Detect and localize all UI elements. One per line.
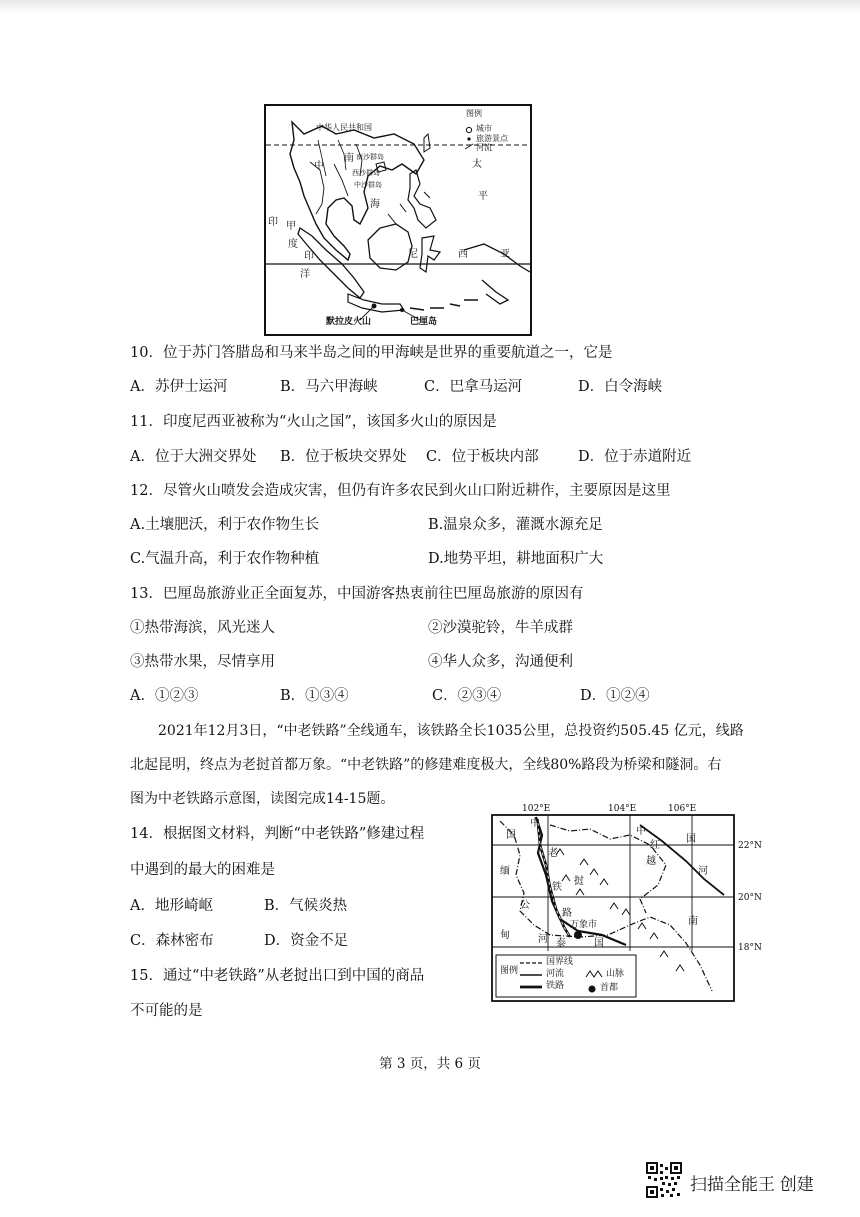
lon-label-104: 104°E	[608, 804, 637, 814]
map-char-guo-1: 国	[506, 830, 516, 841]
question-11-option-c: C．位于板块内部	[426, 449, 539, 465]
map2-legend-mountain: 山脉	[606, 969, 625, 979]
southeast-asia-map	[264, 104, 532, 336]
map2-legend-capital: 首都	[600, 983, 619, 993]
question-10-option-c: C．巴拿马运河	[424, 379, 523, 395]
lon-label-102: 102°E	[522, 804, 551, 814]
pacific-char-2: 平	[478, 191, 488, 202]
legend-river: 河流	[476, 143, 492, 152]
question-13-stem: 13．巴厘岛旅游业正全面复苏，中国游客热衷前往巴厘岛旅游的原因有	[130, 586, 584, 602]
question-12-option-a: A.土壤肥沃，利于农作物生长	[130, 517, 320, 533]
map-char-he-2: 河	[538, 934, 548, 945]
map-char-guo-3: 国	[594, 938, 604, 949]
map-char-gong: 公	[520, 900, 530, 911]
question-13-option-b: B．①③④	[280, 688, 349, 704]
passage-line-2: 北起昆明，终点为老挝首都万象。“中老铁路”的修建难度极大，全线80%路段为桥梁和隧洞。右	[130, 757, 722, 773]
map-char-he-1: 河	[698, 866, 708, 877]
lon-label-106: 106°E	[668, 804, 697, 814]
question-13-item-4: ④华人众多，沟通便利	[428, 654, 573, 670]
question-13-item-3: ③热带水果，尽情享用	[130, 654, 275, 670]
question-13-option-d: D．①②④	[580, 688, 650, 704]
pacific-char-1: 太	[472, 159, 482, 170]
question-12-stem: 12．尽管火山喷发会造成灾害，但仍有许多农民到火山口附近耕作，主要原因是这里	[130, 483, 671, 499]
xisha-label: 西沙群岛	[352, 169, 380, 177]
map-char-dian: 甸	[500, 930, 510, 941]
scanner-watermark-text: 扫描全能王 创建	[690, 1175, 814, 1194]
map2-legend-border: 国界线	[546, 957, 574, 967]
lat-label-18: 18°N	[738, 943, 762, 953]
question-14-option-d: D．资金不足	[264, 933, 349, 949]
zhongsha-label: 中沙群岛	[354, 181, 382, 189]
zhong-char: 中	[314, 161, 324, 172]
map-char-hong: 红	[650, 840, 660, 851]
map2-legend-river: 河流	[546, 969, 565, 979]
yin-char-2: 印	[304, 251, 314, 262]
yang-char: 洋	[300, 269, 310, 280]
question-14-stem-line-2: 中遇到的最大的困难是	[130, 862, 275, 878]
question-15-stem-line-2: 不可能的是	[130, 1003, 203, 1019]
map-char-nan: 南	[688, 916, 698, 927]
lat-label-20: 20°N	[738, 893, 762, 903]
question-14-option-b: B．气候炎热	[264, 898, 348, 914]
question-14-option-a: A．地形崎岖	[130, 898, 213, 914]
map-char-yue: 越	[646, 856, 656, 867]
question-11-option-a: A．位于大洲交界处	[130, 449, 257, 465]
du-char: 度	[288, 239, 298, 250]
map2-legend-title: 图例	[500, 966, 519, 976]
china-laos-railway-map	[490, 805, 774, 1007]
lat-label-22: 22°N	[738, 841, 762, 851]
map-char-mian: 缅	[500, 866, 510, 877]
hai-char: 海	[370, 199, 380, 210]
china-label: 中华人民共和国	[316, 123, 372, 132]
volcano-label: 默拉皮火山	[326, 317, 372, 327]
nan-char: 南	[344, 153, 354, 164]
question-13-item-2: ②沙漠驼铃，牛羊成群	[428, 620, 573, 636]
legend-title: 图例	[466, 109, 482, 118]
question-11-option-b: B．位于板块交界处	[280, 449, 407, 465]
question-15-stem-line-1: 15．通过“中老铁路”从老挝出口到中国的商品	[130, 968, 425, 984]
page-footer: 第 3 页，共 6 页	[379, 1056, 481, 1072]
question-10-stem: 10．位于苏门答腊岛和马来半岛之间的甲海峡是世界的重要航道之一，它是	[130, 345, 613, 361]
question-13-option-a: A．①②③	[130, 688, 199, 704]
map-char-lu: 路	[562, 908, 572, 919]
map-char-guo-2: 国	[686, 834, 696, 845]
jia-char: 甲	[286, 221, 296, 232]
question-14-stem-line-1: 14．根据图文材料，判断“中老铁路”修建过程	[130, 826, 425, 842]
bali-label: 巴厘岛	[410, 317, 438, 327]
question-10-option-d: D．白令海峡	[578, 379, 663, 395]
question-12-option-d: D.地势平坦，耕地面积广大	[428, 551, 604, 567]
question-10-option-a: A．苏伊士运河	[130, 379, 228, 395]
ni-char: 尼	[408, 249, 418, 260]
map2-legend-railway: 铁路	[546, 981, 565, 991]
legend-city: 城市	[476, 124, 492, 133]
map-char-tie: 铁	[552, 882, 562, 893]
qr-code-icon	[646, 1162, 682, 1198]
legend-attraction: 旅游景点	[476, 134, 508, 143]
yin-char-1: 印	[268, 217, 278, 228]
china-laos-railway-map-drawing	[490, 805, 774, 1007]
ya-char: 亚	[500, 249, 510, 260]
question-12-option-c: C.气温升高，利于农作物种植	[130, 551, 320, 567]
question-11-option-d: D．位于赤道附近	[578, 449, 692, 465]
map-char-lao: 老	[548, 848, 558, 859]
map-char-zhong-2: 中	[636, 826, 646, 837]
question-10-option-b: B．马六甲海峡	[280, 379, 378, 395]
scan-top-shadow	[0, 0, 860, 14]
question-13-option-c: C．②③④	[432, 688, 502, 704]
nansha-label: 南沙群岛	[356, 153, 384, 161]
question-14-option-c: C．森林密布	[130, 933, 214, 949]
capital-label: 万象市	[570, 920, 598, 930]
question-11-stem: 11．印度尼西亚被称为“火山之国”，该国多火山的原因是	[130, 414, 497, 430]
passage-line-1: 2021年12月3日，“中老铁路”全线通车，该铁路全长1035公里，总投资约505.45 亿元，线路	[158, 723, 744, 739]
question-13-item-1: ①热带海滨，风光迷人	[130, 620, 275, 636]
xi-char: 西	[458, 249, 468, 260]
map-char-wo: 挝	[574, 876, 584, 887]
map-char-zhong-1: 中	[530, 818, 540, 829]
map-char-tai: 泰	[556, 938, 566, 949]
question-12-option-b: B.温泉众多，灌溉水源充足	[428, 517, 603, 533]
passage-line-3: 图为中老铁路示意图，读图完成14-15题。	[130, 791, 395, 807]
